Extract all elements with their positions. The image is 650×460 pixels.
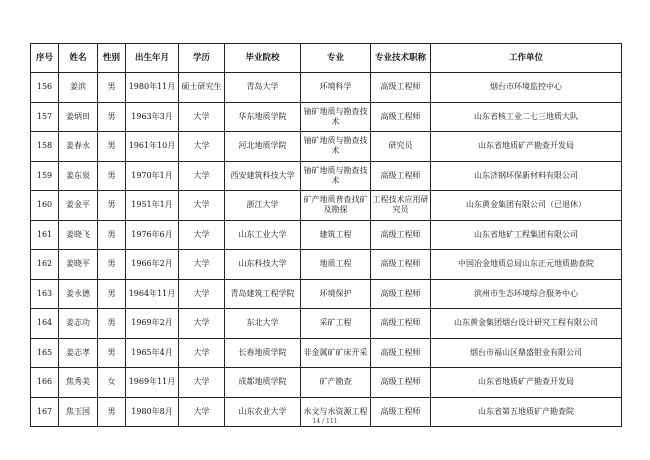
cell-title: 高级工程师 [371,73,431,103]
cell-birth: 1951年1月 [126,191,179,221]
table-row [31,309,622,339]
table-row [31,161,622,191]
cell-birth: 1980年11月 [126,73,179,103]
cell-employer: 山东省地质矿产勘查开发局 [431,368,622,398]
cell-birth: 1961年10月 [126,132,179,162]
cell-major: 非金属矿矿床开采 [301,338,371,368]
cell-school: 山东工业大学 [225,220,301,250]
cell-index: 163 [31,279,59,309]
cell-title: 高级工程师 [371,338,431,368]
cell-gender: 男 [98,309,126,339]
cell-school: 山东农业大学 [225,397,301,427]
cell-index: 167 [31,397,59,427]
header-row [31,44,622,73]
cell-education: 大学 [179,220,225,250]
cell-title: 高级工程师 [371,368,431,398]
cell-title: 工程技术应用研究员 [371,191,431,221]
cell-major: 采矿工程 [301,309,371,339]
cell-index: 157 [31,102,59,132]
cell-major: 水文与水资源工程 [301,397,371,427]
table-row [31,220,622,250]
cell-name: 姜晓飞 [59,220,98,250]
header-major: 专业 [301,44,371,73]
cell-title: 高级工程师 [371,220,431,250]
header-employer: 工作单位 [431,44,622,73]
cell-school: 青岛大学 [225,73,301,103]
cell-index: 162 [31,250,59,280]
cell-education: 硕士研究生 [179,73,225,103]
cell-title: 高级工程师 [371,161,431,191]
cell-name: 姜炳田 [59,102,98,132]
cell-school: 青岛建筑工程学院 [225,279,301,309]
cell-school: 东北大学 [225,309,301,339]
cell-major: 地质工程 [301,250,371,280]
cell-employer: 烟台市福山区鼎盛钼业有限公司 [431,338,622,368]
cell-major: 建筑工程 [301,220,371,250]
cell-education: 大学 [179,132,225,162]
cell-education: 大学 [179,250,225,280]
cell-index: 165 [31,338,59,368]
cell-birth: 1969年11月 [126,368,179,398]
table-row [31,102,622,132]
cell-name: 姜志孝 [59,338,98,368]
table-row [31,73,622,103]
cell-school: 浙江大学 [225,191,301,221]
cell-major: 矿产勘查 [301,368,371,398]
cell-gender: 男 [98,338,126,368]
personnel-table [30,43,622,427]
cell-birth: 1964年11月 [126,279,179,309]
cell-index: 161 [31,220,59,250]
cell-name: 焦秀美 [59,368,98,398]
cell-name: 姜志功 [59,309,98,339]
header-name: 姓名 [59,44,98,73]
cell-employer: 山东省核工业二七三地质大队 [431,102,622,132]
cell-birth: 1966年2月 [126,250,179,280]
cell-name: 姜春永 [59,132,98,162]
header-title: 专业技术职称 [371,44,431,73]
cell-title: 高级工程师 [371,397,431,427]
cell-name: 焦玉国 [59,397,98,427]
cell-school: 山东科技大学 [225,250,301,280]
header-gender: 性别 [98,44,126,73]
cell-employer: 烟台市环境监控中心 [431,73,622,103]
cell-index: 160 [31,191,59,221]
cell-major: 矿产地质普查找矿及勘探 [301,191,371,221]
cell-employer: 山东黄金集团烟台设计研究工程有限公司 [431,309,622,339]
cell-major: 铀矿地质与勘查技术 [301,161,371,191]
cell-name: 姜东泉 [59,161,98,191]
table-row [31,250,622,280]
table-row [31,338,622,368]
header-education: 学历 [179,44,225,73]
table-row [31,279,622,309]
cell-name: 姜滨 [59,73,98,103]
cell-birth: 1976年6月 [126,220,179,250]
page-number: 14 / 111 [312,418,338,425]
cell-school: 西安建筑科技大学 [225,161,301,191]
cell-birth: 1965年4月 [126,338,179,368]
cell-school: 华东地质学院 [225,102,301,132]
cell-title: 高级工程师 [371,102,431,132]
table-row [31,132,622,162]
cell-name: 姜永德 [59,279,98,309]
cell-index: 164 [31,309,59,339]
cell-birth: 1980年8月 [126,397,179,427]
cell-employer: 山东济钢环保新材料有限公司 [431,161,622,191]
cell-gender: 男 [98,161,126,191]
cell-education: 大学 [179,161,225,191]
cell-index: 166 [31,368,59,398]
cell-birth: 1969年2月 [126,309,179,339]
cell-title: 研究员 [371,132,431,162]
cell-employer: 山东省地矿工程集团有限公司 [431,220,622,250]
cell-school: 成都地质学院 [225,368,301,398]
cell-gender: 男 [98,102,126,132]
cell-gender: 男 [98,73,126,103]
header-birth: 出生年月 [126,44,179,73]
cell-birth: 1970年1月 [126,161,179,191]
cell-major: 铀矿地质与勘查技术 [301,102,371,132]
cell-gender: 男 [98,250,126,280]
cell-education: 大学 [179,309,225,339]
table-row [31,191,622,221]
cell-gender: 男 [98,191,126,221]
cell-major: 环境科学 [301,73,371,103]
cell-education: 大学 [179,279,225,309]
cell-school: 长春地质学院 [225,338,301,368]
cell-employer: 山东省第五地质矿产勘查院 [431,397,622,427]
cell-education: 大学 [179,102,225,132]
cell-index: 158 [31,132,59,162]
cell-gender: 男 [98,279,126,309]
table-row [31,368,622,398]
header-school: 毕业院校 [225,44,301,73]
cell-major: 环境保护 [301,279,371,309]
cell-school: 河北地质学院 [225,132,301,162]
cell-employer: 滨州市生态环境综合服务中心 [431,279,622,309]
cell-title: 高级工程师 [371,279,431,309]
cell-education: 大学 [179,338,225,368]
cell-title: 高级工程师 [371,250,431,280]
cell-name: 姜晓平 [59,250,98,280]
cell-index: 156 [31,73,59,103]
cell-gender: 女 [98,368,126,398]
cell-major: 铀矿地质与勘查技术 [301,132,371,162]
cell-education: 大学 [179,191,225,221]
cell-birth: 1963年3月 [126,102,179,132]
cell-employer: 中国冶金地质总局山东正元地质勘查院 [431,250,622,280]
cell-employer: 山东省地质矿产勘查开发局 [431,132,622,162]
cell-title: 高级工程师 [371,309,431,339]
cell-index: 159 [31,161,59,191]
cell-gender: 男 [98,132,126,162]
header-index: 序号 [31,44,59,73]
cell-employer: 山东黄金集团有限公司（已退休） [431,191,622,221]
cell-gender: 男 [98,397,126,427]
cell-name: 姜金平 [59,191,98,221]
cell-education: 大学 [179,368,225,398]
cell-education: 大学 [179,397,225,427]
cell-gender: 男 [98,220,126,250]
